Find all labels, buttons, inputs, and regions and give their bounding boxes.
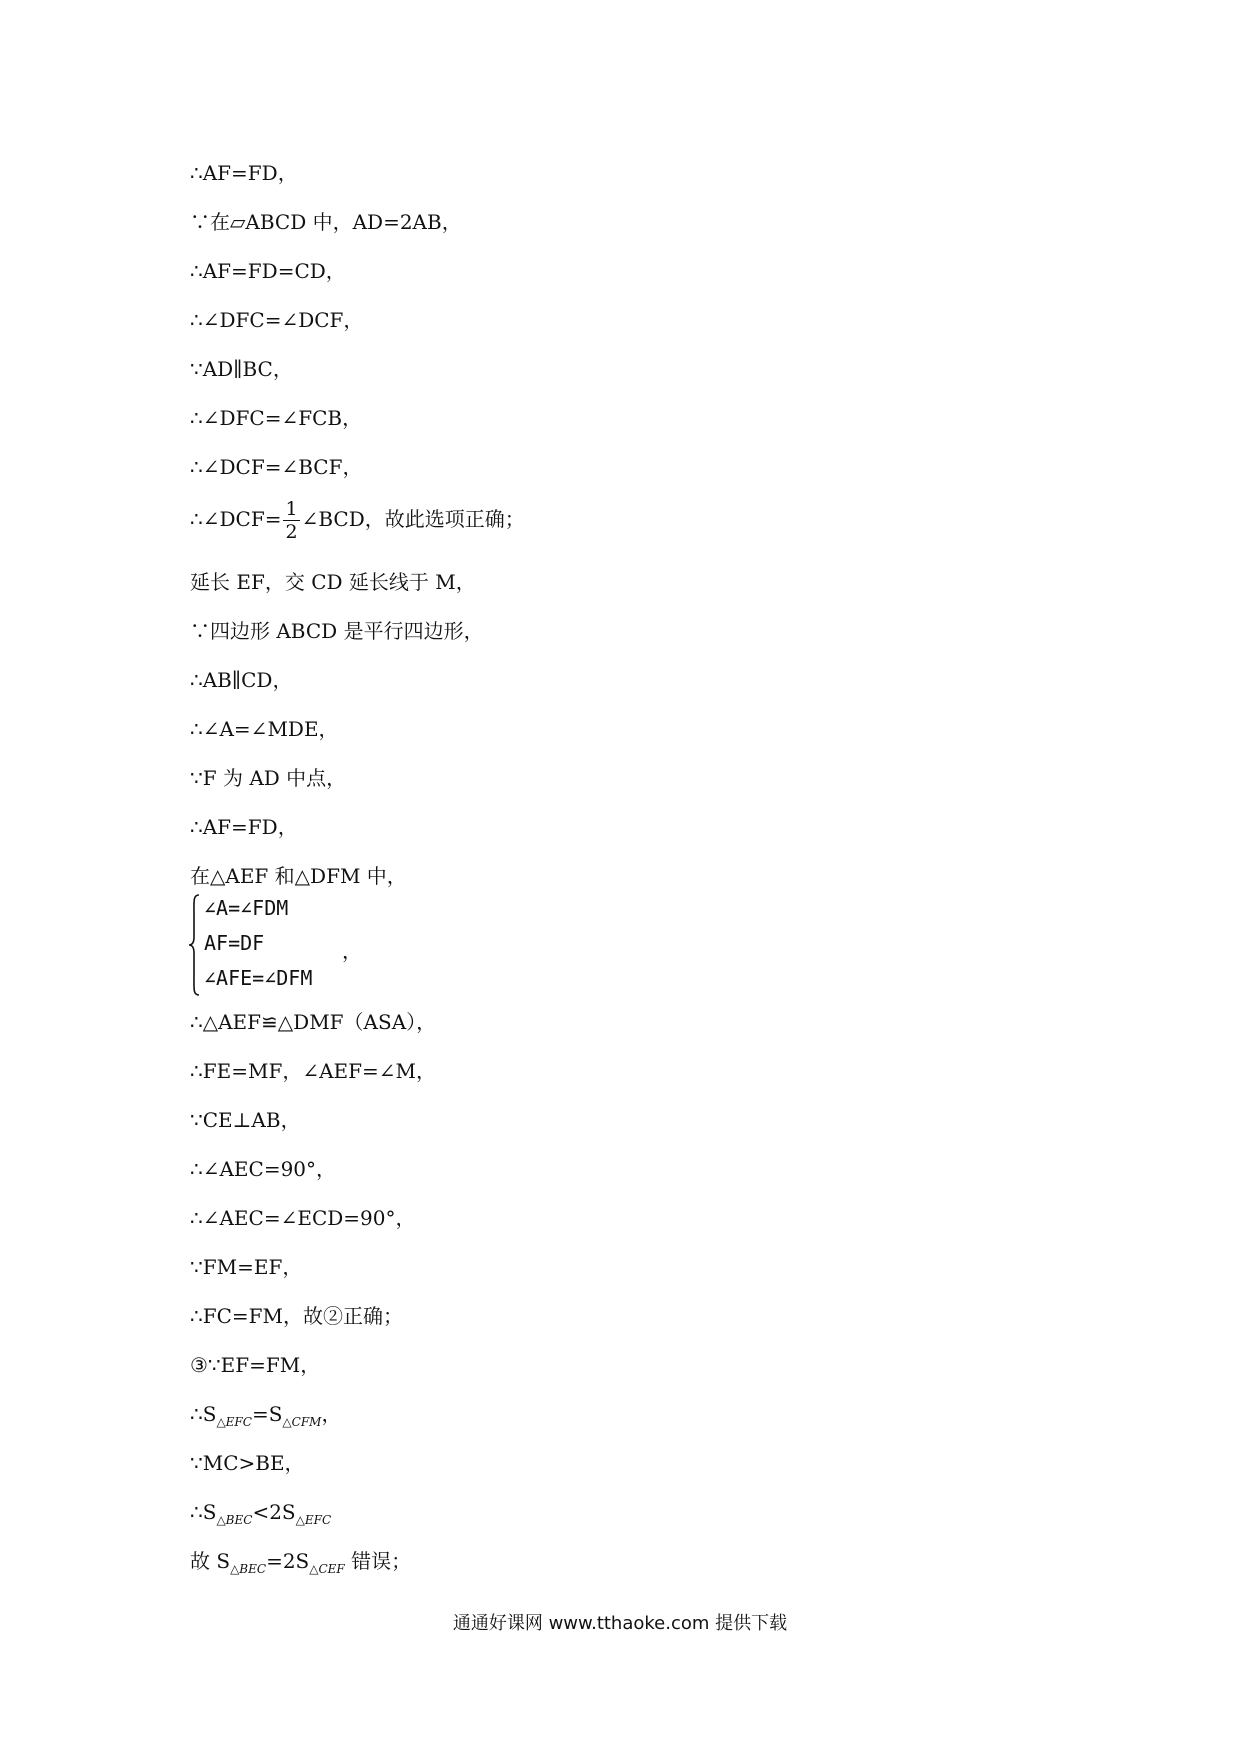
text-line: ∴FE=MF，∠AEF=∠M，: [190, 1059, 436, 1083]
text-line: ∴AF=FD=CD，: [190, 259, 346, 283]
text-line: ∴∠DFC=∠FCB，: [190, 406, 363, 430]
text-segment: ∴∠DCF=: [190, 507, 282, 531]
conclusion-line: [190, 1548, 411, 1582]
fraction-numerator: 1: [285, 498, 298, 520]
text-line: 在△AEF 和△DFM 中，: [190, 864, 407, 888]
text-line: ∴AF=FD，: [190, 815, 298, 839]
subscript: △BEC: [230, 1562, 267, 1576]
fraction-denominator: 2: [285, 521, 298, 543]
text-segment: 故 S: [190, 1549, 231, 1573]
text-line: ∴AB∥CD，: [190, 668, 293, 692]
text-line: ∵四边形 ABCD 是平行四边形，: [190, 619, 484, 643]
subscript: △EFC: [216, 1415, 252, 1429]
subscript: △BEC: [216, 1513, 253, 1527]
equation-row: AF=DF: [204, 931, 265, 955]
subscript: △CFM: [282, 1415, 322, 1429]
subscript: △EFC: [295, 1513, 332, 1527]
text-segment: ∠BCD，故此选项正确；: [301, 507, 525, 531]
subscript: △CEF: [309, 1562, 345, 1576]
text-line: ∴∠DCF=∠BCF，: [190, 455, 363, 479]
text-line: ∵AD∥BC，: [190, 357, 293, 381]
text-line: ∴∠AEC=90°，: [190, 1157, 337, 1181]
text-line: ∵CE⊥AB，: [190, 1108, 301, 1132]
text-segment: 错误；: [344, 1549, 412, 1573]
text-line: ∴AF=FD，: [190, 161, 298, 185]
text-line: ∴∠DFC=∠DCF，: [190, 308, 364, 332]
text-segment: =S: [251, 1402, 283, 1426]
text-line: ∵F 为 AD 中点，: [190, 766, 347, 790]
text-segment: ，: [321, 1402, 342, 1426]
text-line: 延长 EF，交 CD 延长线于 M，: [190, 570, 476, 594]
equation-row: ∠AFE=∠DFM: [204, 966, 313, 990]
text-line: ∵FM=EF，: [190, 1255, 303, 1279]
equation-comma: ，: [342, 939, 362, 963]
text-line: ∵在▱ABCD 中，AD=2AB，: [190, 210, 462, 234]
fraction-line: [190, 498, 525, 543]
area-inequality-line: [190, 1499, 331, 1533]
text-segment: ∴S: [190, 1402, 217, 1426]
text-segment: ∴S: [190, 1500, 217, 1524]
text-line: ∵MC>BE，: [190, 1451, 305, 1475]
fraction-one-half: [283, 498, 299, 543]
text-line: ∴∠AEC=∠ECD=90°，: [190, 1206, 416, 1230]
equation-row: ∠A=∠FDM: [204, 896, 289, 920]
text-line: ∴△AEF≌△DMF（ASA），: [190, 1010, 437, 1034]
left-brace-icon: [188, 893, 200, 997]
text-line: ③∵EF=FM，: [190, 1353, 321, 1377]
text-line: ∴∠A=∠MDE，: [190, 717, 339, 741]
area-equation-line: [190, 1401, 341, 1435]
text-line: ∴FC=FM，故②正确；: [190, 1304, 404, 1328]
text-segment: =2S: [266, 1549, 310, 1573]
page-footer: 通通好课网 www.tthaoke.com 提供下载: [452, 1613, 788, 1634]
text-segment: <2S: [252, 1500, 296, 1524]
